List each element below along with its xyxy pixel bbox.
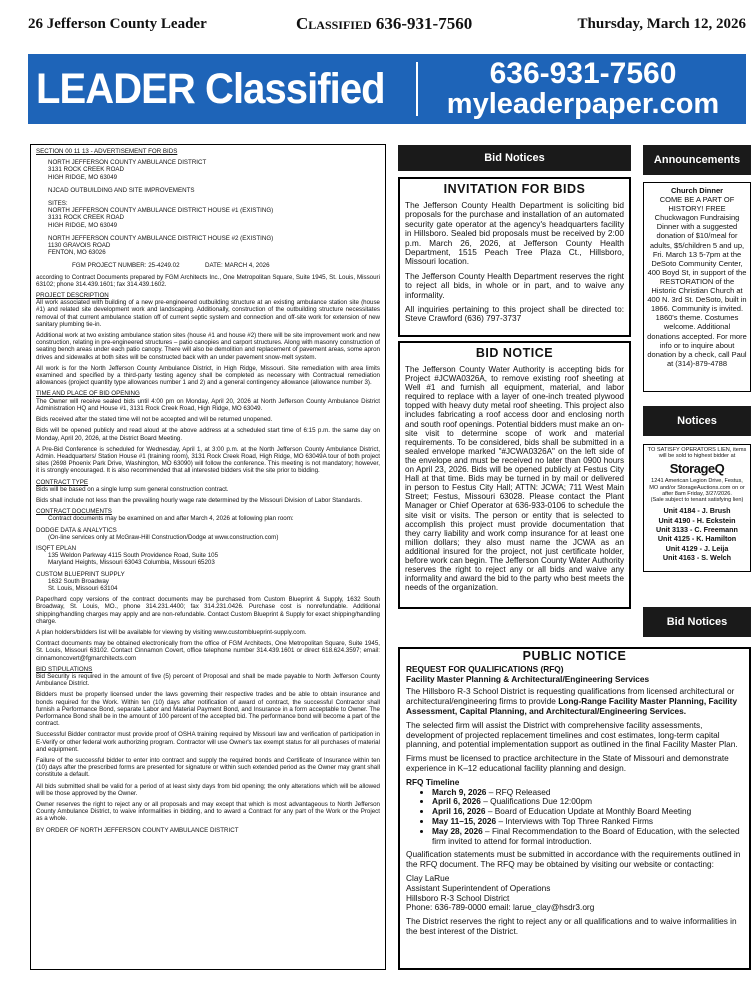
project-name: NJCAD OUTBUILDING AND SITE IMPROVEMENTS: [48, 186, 195, 194]
unit-item: Unit 4190 - H. Eckstein: [658, 515, 736, 525]
paragraph: The Jefferson County Health Department reserves the right to reject all bids, in whole or in part, and to waive any informality.: [405, 270, 624, 300]
announcements-header: Announcements: [643, 145, 751, 175]
paragraph: Bids shall include not less than the prevailing hourly wage rate determined by the Missouri Division of Labor Standards.: [36, 496, 363, 504]
banner-phone: 636-931-7560: [489, 57, 677, 90]
ad-heading: BID NOTICE: [475, 346, 554, 360]
paragraph: All inquiries pertaining to this project shall be directed to: Steve Crawford (636) 797-3737: [405, 304, 624, 324]
timeline-text: – RFQ Released: [486, 786, 551, 797]
site-line: FENTON, MO 63026: [48, 249, 106, 257]
unit-item: Unit 4184 - J. Brush: [663, 506, 731, 516]
ad-heading: PUBLIC NOTICE: [522, 649, 627, 663]
ad-body: COME BE A PART OF HISTORY! FREE Chuckwagon Fundraising Dinner with a suggested donation of $10/meal for adults, $5/children 5 and up, Fri. March 13 5-7pm at the DeSoto Community Center, 400 Boyd St, in support of the RESTORATION of the Historic Christian Church at 400 N. 3rd St. DeSoto, built in 1866. Community is invited. 1860's theme. Costumes welcome. Additional donations accepted. For more info or to inquire about donation by a check, call Paul at (314)-879-4788: [647, 195, 747, 368]
contact-name: Clay LaRue: [406, 872, 450, 883]
sites: [48, 200, 380, 229]
text-run: The Hillsboro R-3 School District is requesting qualifications from licensed architectural or architectural/engineering firms to provide: [406, 686, 735, 707]
site-2: [48, 235, 380, 257]
timeline-item: [432, 827, 743, 847]
unit-item: Unit 3133 - C. Freemann: [656, 525, 738, 535]
heading-description: PROJECT DESCRIPTION: [36, 292, 109, 300]
paragraph: Qualification statements must be submitted in accordance with the requirements outlined in the RFQ document. The RFQ may be obtained by visiting our website or contacting:: [406, 849, 741, 870]
signoff: BY ORDER OF NORTH JEFFERSON COUNTY AMBULANCE DISTRICT: [36, 826, 239, 834]
classified-banner: [28, 54, 746, 124]
timeline-text: – Qualifications Due 12:00pm: [480, 796, 593, 807]
contact-phone-email: Phone: 636-789-0000 email: larue_clay@hsdr3.org: [406, 902, 595, 913]
paragraph: The selected firm will assist the District with comprehensive facility assessments, development of projected replacement timelines and cost estimates, long-term capital planning, and potential implementation support as outlined in the final Facility Master Plan.: [406, 719, 738, 750]
paragraph: Contract documents may be examined on and after March 4, 2026 at following plan room:: [48, 515, 294, 523]
issue-date: Thursday, March 12, 2026: [577, 16, 746, 32]
owner-line: HIGH RIDGE, MO 63049: [48, 173, 118, 181]
contact-title: Assistant Superintendent of Operations: [406, 882, 551, 893]
owner-address: [48, 159, 380, 181]
paragraph: All work associated with building of a new pre-engineered outbuilding structure at an existing ambulance station site (house #1) and related site development work and landscaping. Additionally, construction of the outbuilding structure necessitates removal of that current ambulance station off of current septic system and connection and off-site work for extension of new sanitary plumbing tie-in.: [36, 299, 380, 328]
timeline-text: – Final Recommendation to the Board of Education, with the selected firm invited to attend for formal introduction.: [432, 825, 740, 846]
plan-room-address: (On-line services only at McGraw-Hill Construction/Dodge at www.construction.com): [48, 533, 279, 541]
plan-room-name: ISQFT EPLAN: [36, 544, 77, 552]
heading-bid-stipulations: BID STIPULATIONS: [36, 665, 93, 673]
paragraph: The District reserves the right to reject any or all qualifications and to waive informalities in the best interest of the District.: [406, 916, 737, 936]
storage-address: 1241 American Legion Drive, Festus, MO and/or StorageAuctions.com on or after 8am Friday, 3/27/2026.: [649, 478, 745, 497]
page-number-and-paper: 26 Jefferson County Leader: [28, 16, 207, 32]
paragraph: The Jefferson County Water Authority is accepting bids for Project #JCWA0326A, to remove existing roof sheeting at Well #1 and furnish all equipment, material, and labor required to replace with a layer of one-inch treated plywood topped with heavy duty metal roof sheeting. This project also includes fabricating a roof access door and enclosing north and south roof openings. Potential bidders must make an on-site visit to determine scope of work and material requirements. To be considered, bids shall be submitted in a sealed envelope marked "#JCWA0326A" on the left side of the envelope and must be received no later than 0900 hours on April 23, 2026. Bids will be opened publicly at Festus City Hall at that time. Bids may be turned in by mail or delivered in person to Festus City Hall; ATTN: JCWA; 711 West Main Street; Festus, Missouri 63028. Please contact the Plant Manager or Chief Operator at 636-933-0106 to schedule the site visit or visits. The person or entity that is selected to accomplish this project must provide documentation that they carry liability and work comp insurance for at least one million dollars; they also must name the JCWA as an additional insured for the project, not just certificate holder, before work can begin. The Jefferson County Water Authority reserves the right to reject any or all bids and waive any informality and award the bid to the party who best meets the needs of the organization.: [405, 365, 624, 593]
timeline-text: – Interviews with Top Three Ranked Firms: [496, 815, 654, 826]
site-line: HIGH RIDGE, MO 63049: [48, 221, 118, 229]
banner-brand: LEADER Classified: [36, 65, 385, 113]
storage-note: (Sale subject to tenant satisfying lien): [650, 497, 744, 504]
ad-heading: INVITATION FOR BIDS: [443, 182, 586, 196]
project-number: FGM PROJECT NUMBER: 25-4249.02: [72, 262, 180, 270]
timeline-date: May 11–15, 2026: [432, 815, 497, 826]
plan-room-3: [36, 571, 380, 593]
paragraph: Paper/hard copy versions of the contract documents may be purchased from Custom Blueprint & Supply, 1632 South Broadway, St. Louis, MO., phone 314.231.4400; fax 314.231.0426. Purchase cost is nonrefundable. Additional shipping/handling charges may apply and are non-refundable. Contact Custom Blueprint & Supply for exact shipping/handling charge.: [36, 596, 380, 625]
rfq-heading: REQUEST FOR QUALIFICATIONS (RFQ): [406, 663, 564, 674]
invitation-for-bids: [398, 177, 631, 337]
plan-room-name: DODGE DATA & ANALYTICS: [36, 526, 117, 534]
section-title: [296, 14, 472, 34]
paragraph: The Jefferson County Health Department is soliciting bid proposals for the purchase and installation of an automated security gate operator at the agency's headquarters facility in Hillsboro. Sealed bid proposals must be received by 2:00 p.m. March 26, 2026, at Jefferson County Health Department, 1515 Peach Tree Plaza Ct., Hillsboro, Missouri location.: [405, 200, 624, 267]
banner-website[interactable]: myleaderpaper.com: [446, 88, 720, 120]
public-notice: [398, 647, 751, 970]
timeline-list: [406, 788, 743, 847]
storage-lien-notice: [643, 444, 751, 572]
timeline-date: May 28, 2026: [432, 825, 483, 836]
paragraph: A Pre-Bid Conference is scheduled for Wednesday, April 1, at 3:00 p.m. at the North Jefferson County Ambulance District, Admin. Headquarters/ Station House #1 (training room), 3131 Rock Creek Road, High Ridge, MO 63049A tour of both project sites (2698 Phoenix Park Drive, Washington, MO 63090) will follow the conference. This meeting is not mandatory; however, it is strongly encouraged. It is also recommended that all interested bidders visit the site prior to bidding.: [36, 445, 380, 475]
lien-intro: TO SATISFY OPERATORS LIEN, items will be sold to highest bidder at: [647, 447, 747, 460]
project-date: DATE: MARCH 4, 2026: [204, 262, 270, 270]
bid-notices-header-right: Bid Notices: [643, 607, 751, 637]
site-line: 3131 ROCK CREEK ROAD: [48, 214, 124, 222]
paragraph: Bids will be opened publicly and read aloud at the above address at a scheduled start time of 6:15 p.m. the same day on Monday, April 20, 2026, at the District Board Meeting.: [36, 427, 380, 442]
paragraph: Bids received after the stated time will not be accepted and will be returned unopened.: [36, 416, 273, 424]
paragraph: Bid Security is required in the amount of five (5) percent of Proposal and shall be made payable to North Jefferson County Ambulance District.: [36, 672, 380, 688]
advertisement-for-bids: [30, 144, 386, 970]
page-header: [28, 12, 746, 38]
paragraph: Contract documents may be obtained electronically from the office of FGM Architects, One Metropolitan Square, Suite 1945, St. Louis, Missouri 63102. Contact Cinnamon Covert, office telephone number 314.439.1601 or direct 618.624.3597; email: cinnamoncovert@fgmarchitects.com: [36, 640, 380, 662]
storageq-logo: StorageQ: [669, 461, 725, 477]
paragraph: Bids will be based on a single lump sum general construction contract.: [36, 485, 229, 493]
site-line: 1130 GRAVOIS ROAD: [48, 242, 111, 250]
heading-contract-type: CONTRACT TYPE: [36, 478, 89, 486]
paragraph: Additional work at two existing ambulance station sites (house #1 and house #2) there will be site improvement work and new construction, relating in pre-engineered structures – patio canopies and carport structures. Along with masonry construction of seating bench areas under each patio canopy. There will also be demolition and replacement of pavement areas, some apron drives and sidewalks at both sites will be constructed back with an under pavement snow-melt system.: [36, 332, 380, 361]
plan-room-address: 135 Weldon Parkway 4115 South Providence Road, Suite 105 Maryland Heights, Missouri 63043 Columbia, Missouri 65203: [48, 552, 219, 567]
paragraph: Successful Bidder contractor must provide proof of OSHA training required by Missouri law and verification of participation in E-Verify or other federal work authorizing program. Contractor will use Owner's tax exempt status for all purchases of material and equipment.: [36, 731, 380, 753]
section-phone: 636-931-7560: [375, 14, 473, 33]
paragraph: Owner reserves the right to reject any or all proposals and may except that which is most advantageous to North Jefferson County Ambulance District, to waive informalities in bidding, and to award a Contract for any part of the Work or the Project as a whole.: [36, 801, 380, 823]
bid-notices-header: Bid Notices: [398, 145, 631, 171]
unit-item: Unit 4125 - K. Hamilton: [657, 534, 737, 544]
timeline-date: April 6, 2026: [432, 796, 481, 807]
heading-contract-documents: CONTRACT DOCUMENTS: [36, 508, 112, 516]
unit-item: Unit 4129 - J. Leija: [665, 543, 729, 553]
site-line: NORTH JEFFERSON COUNTY AMBULANCE DISTRICT HOUSE #1 (EXISTING): [48, 207, 274, 215]
paragraph: All work is for the North Jefferson County Ambulance District, in High Ridge, Missouri. Site remediation with area limits examined and specified by a third-party testing agency shall be completed as necessary with Contractual remediation allowances (project quantity type allowances number 1 and 2) and a general contingency allowance (allowance number 3).: [36, 364, 380, 387]
ad-heading: Church Dinner: [670, 186, 724, 195]
contact-org: Hillsboro R-3 School District: [406, 892, 510, 903]
section-name: Classified: [296, 14, 372, 33]
project-number-row: [72, 262, 380, 269]
banner-divider: [416, 62, 418, 116]
bid-notice: [398, 341, 631, 609]
paragraph: A plan holders/bidders list will be available for viewing by visiting www.customblueprint-supply.com.: [36, 628, 307, 636]
paragraph: All bids submitted shall be valid for a period of at least sixty days from bid opening; the only alterations which will be allowed will be those approved by the Owner.: [36, 782, 380, 797]
owner-line: NORTH JEFFERSON COUNTY AMBULANCE DISTRICT: [48, 159, 207, 167]
plan-room-name: CUSTOM BLUEPRINT SUPPLY: [36, 570, 125, 578]
plan-room-2: [36, 545, 380, 567]
paragraph: The Owner will receive sealed bids until 4:00 pm on Monday, April 20, 2026 at North Jefferson County Ambulance District Administration HQ and House #1, 3131 Rock Creek Road, High Ridge, MO 63049.: [36, 397, 380, 412]
owner-line: 3131 ROCK CREEK ROAD: [48, 166, 124, 174]
paragraph: Firms must be licensed to practice architecture in the State of Missouri and demonstrate experience in K–12 educational facility planning and design.: [406, 753, 729, 773]
heading-time-place: TIME AND PLACE OF BID OPENING: [36, 390, 140, 398]
rfq-subheading: Facility Master Planning & Architectural/Engineering Services: [406, 673, 650, 684]
church-dinner-ad: [643, 182, 751, 392]
timeline-heading: RFQ Timeline: [406, 776, 460, 787]
paragraph: [406, 687, 743, 716]
timeline-date: April 16, 2026: [432, 806, 486, 817]
plan-room-address: 1632 South Broadway St. Louis, Missouri 63104: [48, 577, 118, 592]
banner-contact: [420, 59, 746, 119]
paragraph: Failure of the successful bidder to enter into contract and supply the required bonds and Certificate of Insurance within ten (10) days after the prescribed forms are presented for signature or within such extended period as the Owner may grant shall constitute a default.: [36, 757, 380, 779]
plan-room-1: [36, 527, 380, 541]
ad-title: SECTION 00 11 13 - ADVERTISEMENT FOR BIDS: [36, 148, 178, 155]
site-line: NORTH JEFFERSON COUNTY AMBULANCE DISTRICT HOUSE #2 (EXISTING): [48, 234, 274, 242]
text-run-bold: Long-Range Facility Master Planning, Facility Assessment, Capital Planning, and Architectural/Engineering Services.: [406, 696, 738, 716]
timeline-date: March 9, 2026: [432, 786, 487, 797]
notices-header: Notices: [643, 406, 751, 436]
unit-list: [647, 506, 747, 562]
ad-intro: according to Contract Documents prepared by FGM Architects Inc., One Metropolitan Square, Suite 1945, St. Louis, Missouri 63102; phone 314.439.1601; fax 314.439.1602.: [36, 273, 380, 288]
paragraph: Bidders must be properly licensed under the laws governing their respective trades and be able to obtain insurance and bonds required for the Work. Within ten (10) days after notification of award of contract, the successful Contractor shall furnish a Performance Bond, separate Labor and Material Payment Bond, and Insurance in a form acceptable to Owner. The Performance Bond shall be in the amount of 100 percent of the accepted bid. The performance bond will become a part of the contract.: [36, 691, 380, 728]
unit-item: Unit 4163 - S. Welch: [662, 553, 732, 563]
timeline-text: – Board of Education Update at Monthly Board Meeting: [485, 806, 692, 817]
sites-label: SITES:: [48, 200, 68, 208]
